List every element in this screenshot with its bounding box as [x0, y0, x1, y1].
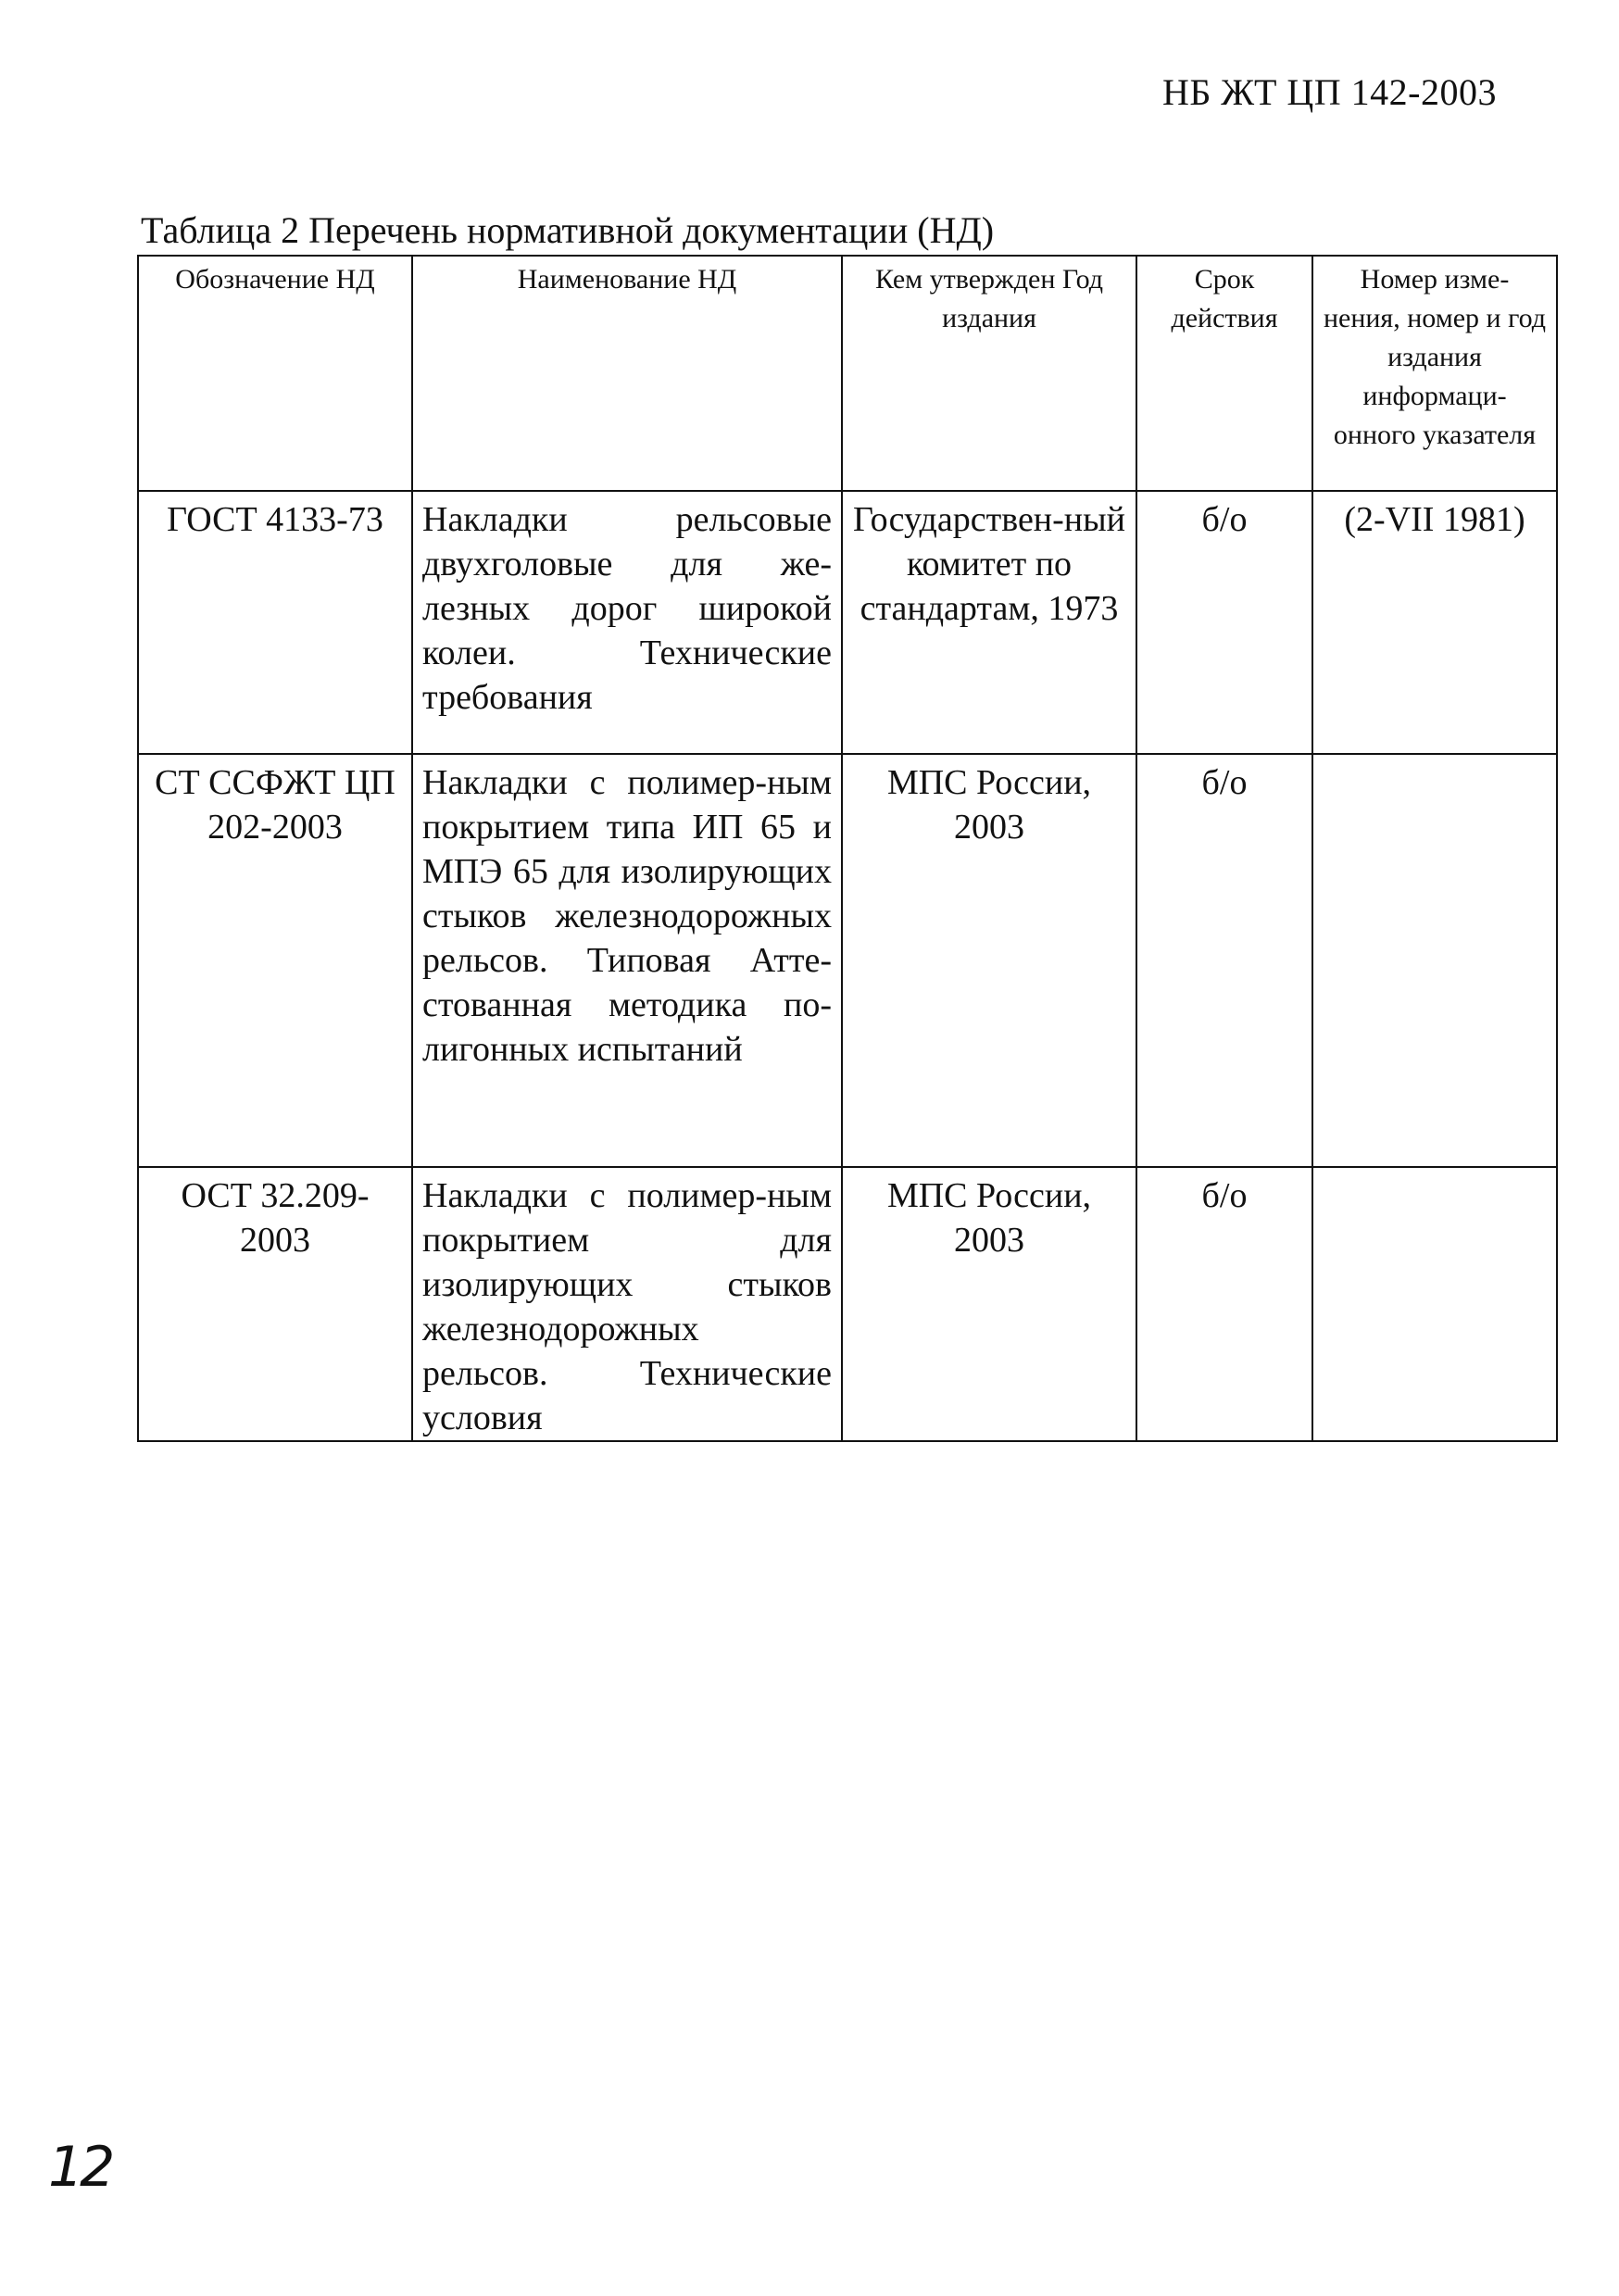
table-header-row — [138, 256, 1557, 491]
cell-name: Накладки с полимер-ным покрытием для изолирующих стыков железнодорожных рельсов. Технические условия — [412, 1167, 842, 1441]
cell-validity: б/о — [1136, 491, 1312, 754]
column-header-approved-by: Кем утвержден Год издания — [842, 256, 1136, 491]
page-number: 12 — [48, 2135, 112, 2200]
table-row — [138, 491, 1557, 754]
cell-designation: ОСТ 32.209-2003 — [138, 1167, 412, 1441]
cell-validity: б/о — [1136, 754, 1312, 1167]
cell-approved-by: МПС России, 2003 — [842, 754, 1136, 1167]
column-header-validity: Срок действия — [1136, 256, 1312, 491]
column-header-designation: Обозначение НД — [138, 256, 412, 491]
cell-change-info — [1312, 754, 1557, 1167]
cell-name: Накладки рельсовые двухголовые для же-лезных дорог широкой колеи. Технические требования — [412, 491, 842, 754]
cell-change-info — [1312, 1167, 1557, 1441]
cell-name: Накладки с полимер-ным покрытием типа ИП 65 и МПЭ 65 для изолирующих стыков железнодорожных рельсов. Типовая Атте-стованная методика по-лигонных испытаний — [412, 754, 842, 1167]
nd-table — [137, 255, 1558, 1442]
cell-approved-by: МПС России, 2003 — [842, 1167, 1136, 1441]
table-caption: Таблица 2 Перечень нормативной документации (НД) — [141, 209, 995, 251]
cell-designation: ГОСТ 4133-73 — [138, 491, 412, 754]
table-row — [138, 754, 1557, 1167]
column-header-name: Наименование НД — [412, 256, 842, 491]
cell-designation: СТ ССФЖТ ЦП 202-2003 — [138, 754, 412, 1167]
cell-validity: б/о — [1136, 1167, 1312, 1441]
cell-approved-by: Государствен-ный комитет по стандартам, 1973 — [842, 491, 1136, 754]
document-code: НБ ЖТ ЦП 142-2003 — [1161, 71, 1497, 113]
table-row — [138, 1167, 1557, 1441]
column-header-change-info: Номер изме-нения, номер и год издания информаци-онного указателя — [1312, 256, 1557, 491]
cell-change-info: (2-VII 1981) — [1312, 491, 1557, 754]
